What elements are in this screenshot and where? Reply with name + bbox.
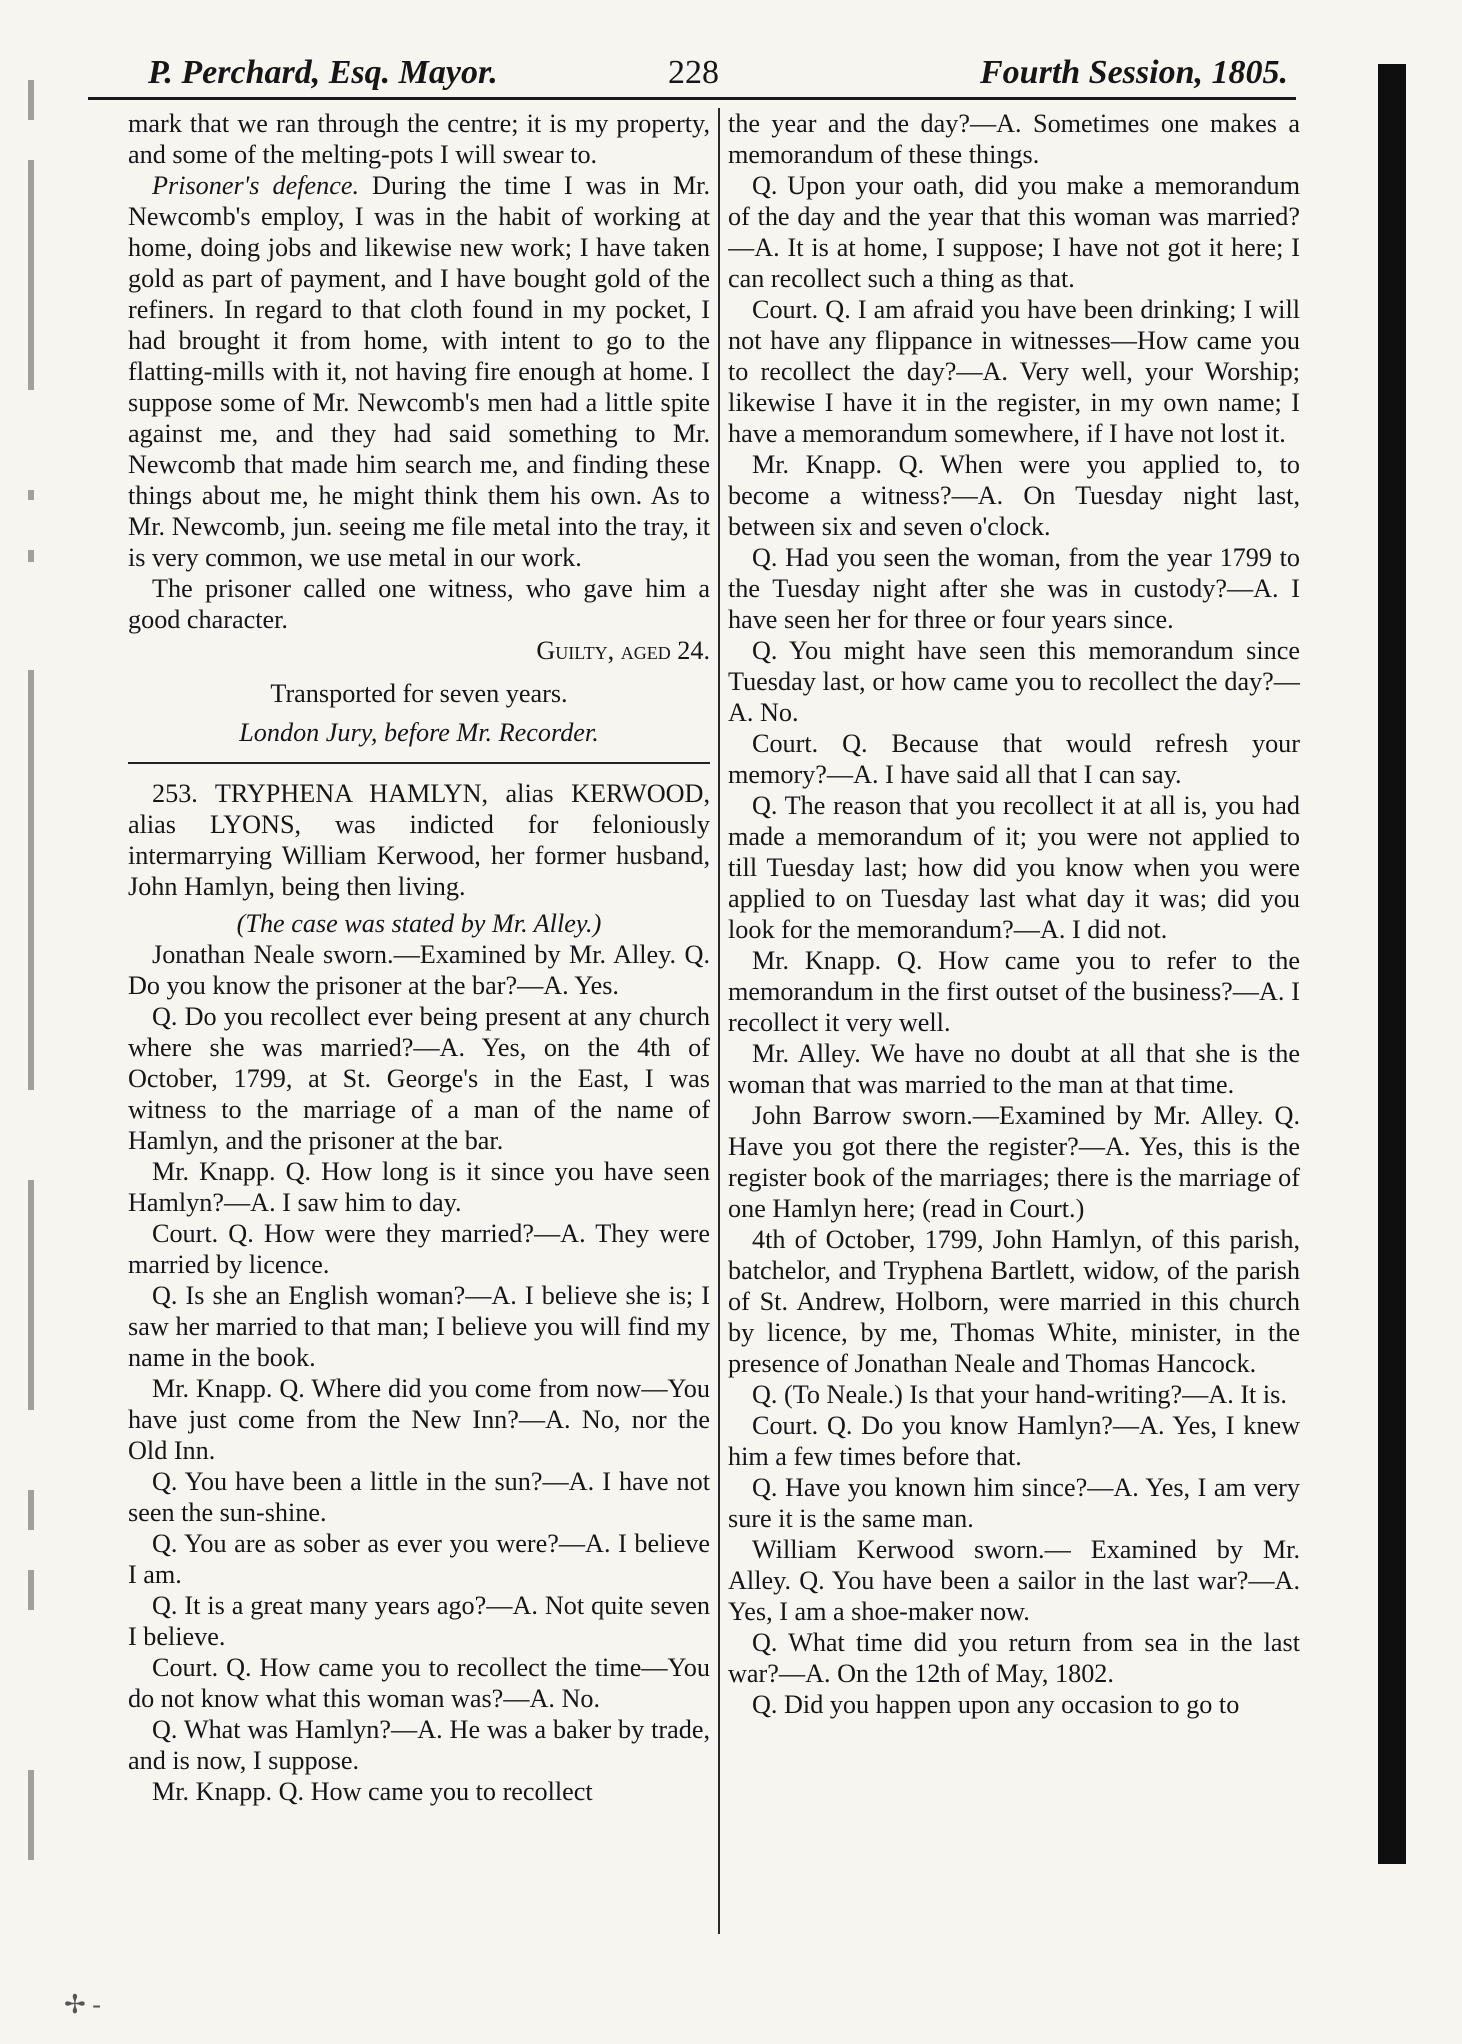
scanned-page-edge (1378, 64, 1406, 1864)
testimony: Mr. Alley. We have no doubt at all that she is the woman that was married to the man at that time. (728, 1039, 1300, 1099)
testimony: Mr. Knapp. Q. When were you applied to, to become a witness?—A. On Tuesday night last, between six and seven o'clock. (728, 450, 1300, 541)
testimony: Mr. Knapp. Q. How came you to recollect (152, 1777, 593, 1806)
register-entry: 4th of October, 1799, John Hamlyn, of this parish, batchelor, and Tryphena Bartlett, widow, of the parish of St. Andrew, Holborn, were married in this church by licence, by me, Thomas White, minister, in the presence of Jonathan Neale and Thomas Hancock. (728, 1225, 1300, 1378)
testimony: Q. It is a great many years ago?—A. Not quite seven I believe. (128, 1591, 710, 1651)
running-header (88, 52, 1296, 100)
case-stated: (The case was stated by Mr. Alley.) (236, 909, 602, 938)
header-rule (88, 97, 1296, 100)
testimony: Q. Do you recollect ever being present at any church where she was married?—A. Yes, on the 4th of October, 1799, at St. George's in the East, I was witness to the marriage of a man of the name of Hamlyn, and the prisoner at the bar. (128, 1002, 710, 1155)
testimony: the year and the day?—A. Sometimes one makes a memorandum of these things. (728, 109, 1300, 169)
paragraph: mark that we ran through the centre; it is my property, and some of the melting-pots I will swear to. (128, 109, 710, 169)
testimony: Q. Had you seen the woman, from the year 1799 to the Tuesday night after she was in custody?—A. I have seen her for three or four years since. (728, 543, 1300, 634)
testimony: Mr. Knapp. Q. Where did you come from now—You have just come from the New Inn?—A. No, nor the Old Inn. (128, 1374, 710, 1465)
testimony: Q. The reason that you recollect it at all is, you had made a memorandum of it; you were not applied to till Tuesday last; how did you know when you were applied to on Tuesday last what day it was; did you look for the memorandum?—A. I did not. (728, 791, 1300, 944)
prisoner-defence: Prisoner's defence. During the time I was in Mr. Newcomb's employ, I was in the habit of working at home, doing jobs and likewise new work; I have taken gold as part of payment, and I have bought gold of the refiners. In regard to that cloth found in my pocket, I had brought it from home, with intent to go to the flatting-mills with it, not having fire enough at home. I suppose some of Mr. Newcomb's men had a little spite against me, and they had said something to Mr. Newcomb that made him search me, and finding these things about me, he might think them his own. As to Mr. Newcomb, jun. seeing me file metal into the tray, it is very common, we use metal in our work. (128, 171, 710, 572)
testimony: Court. Q. I am afraid you have been drinking; I will not have any flippance in witnesses—How came you to recollect the day?—A. Very well, your Worship; likewise I have it in the register, in my own name; I have a memorandum somewhere, if I have not lost it. (728, 295, 1300, 448)
right-column (728, 108, 1300, 1938)
testimony: Q. Have you known him since?—A. Yes, I am very sure it is the same man. (728, 1473, 1300, 1533)
scan-corner-mark: ✢ - (64, 1990, 101, 2019)
testimony: Q. What time did you return from sea in the last war?—A. On the 12th of May, 1802. (728, 1628, 1300, 1688)
header-session: Fourth Session, 1805. (980, 54, 1288, 91)
testimony: Q. Upon your oath, did you make a memorandum of the day and the year that this woman was married?—A. It is at home, I suppose; I have not got it here; I can recollect such a thing as that. (728, 171, 1300, 293)
testimony: Q. You have been a little in the sun?—A. I have not seen the sun-shine. (128, 1467, 710, 1527)
testimony: Q. Is she an English woman?—A. I believe she is; I saw her married to that man; I believe you will find my name in the book. (128, 1281, 710, 1372)
testimony: Q. You are as sober as ever you were?—A. I believe I am. (128, 1529, 710, 1589)
testimony: Jonathan Neale sworn.—Examined by Mr. Alley. Q. Do you know the prisoner at the bar?—A. Yes. (128, 940, 710, 1000)
testimony: Q. (To Neale.) Is that your hand-writing?—A. It is. (752, 1380, 1287, 1409)
testimony: Court. Q. How came you to recollect the time—You do not know what this woman was?—A. No. (128, 1653, 710, 1713)
page-number: 228 (668, 54, 719, 91)
paragraph: The prisoner called one witness, who gave him a good character. (128, 574, 710, 634)
testimony: Court. Q. How were they married?—A. They were married by licence. (128, 1219, 710, 1279)
header-mayor: P. Perchard, Esq. Mayor. (148, 54, 498, 91)
case-heading: 253. TRYPHENA HAMLYN, alias KERWOOD, alias LYONS, was indicted for feloniously intermarrying William Kerwood, her former husband, John Hamlyn, being then living. (128, 779, 710, 901)
column-divider (718, 108, 720, 1934)
testimony: Court. Q. Because that would refresh your memory?—A. I have said all that I can say. (728, 729, 1300, 789)
verdict: Guilty, aged 24. (536, 636, 710, 665)
testimony: Mr. Knapp. Q. How came you to refer to the memorandum in the first outset of the business?—A. I recollect it very well. (728, 946, 1300, 1037)
jury-note: London Jury, before Mr. Recorder. (239, 718, 599, 747)
testimony: Court. Q. Do you know Hamlyn?—A. Yes, I knew him a few times before that. (728, 1411, 1300, 1471)
sentence: Transported for seven years. (270, 679, 568, 708)
testimony: Q. You might have seen this memorandum since Tuesday last, or how came you to recollect the day?—A. No. (728, 636, 1300, 727)
testimony: John Barrow sworn.—Examined by Mr. Alley. Q. Have you got there the register?—A. Yes, this is the register book of the marriages; there is the marriage of one Hamlyn here; (read in Court.) (728, 1101, 1300, 1223)
case-divider (128, 762, 710, 764)
testimony: William Kerwood sworn.— Examined by Mr. Alley. Q. You have been a sailor in the last war?—A. Yes, I am a shoe-maker now. (728, 1535, 1300, 1626)
testimony: Mr. Knapp. Q. How long is it since you have seen Hamlyn?—A. I saw him to day. (128, 1157, 710, 1217)
binding-edge-marks (28, 70, 68, 1970)
left-column (128, 108, 710, 1938)
testimony: Q. Did you happen upon any occasion to go to (752, 1690, 1240, 1719)
testimony: Q. What was Hamlyn?—A. He was a baker by trade, and is now, I suppose. (128, 1715, 710, 1775)
